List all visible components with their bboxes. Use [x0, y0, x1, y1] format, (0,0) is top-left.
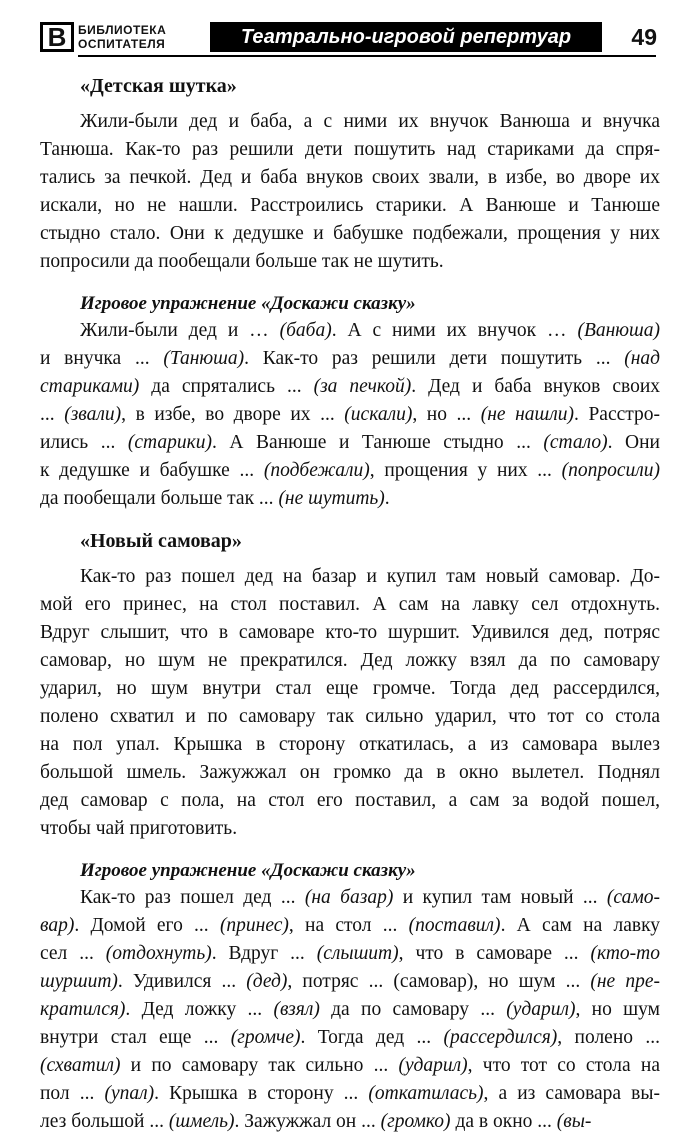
answer-hint: (попросили): [561, 460, 660, 481]
text-segment: , что тот со стола на: [467, 1055, 660, 1076]
text-line: искали, но не нашли. Расстроились старики. А Ванюше и Танюше: [40, 195, 660, 216]
answer-hint: (слышит): [316, 943, 399, 964]
text-line: Танюша. Как-то раз решили дети пошутить над стариками да спря-: [40, 139, 660, 160]
text-segment: . А с ними их внучок …: [331, 320, 578, 341]
text-line: на пол упал. Крышка в сторону откатилась, а из самовара вылез: [40, 734, 660, 755]
answer-hint: (громко): [380, 1111, 451, 1132]
series-name-line2: ОСПИТАТЕЛЯ: [78, 37, 166, 51]
text-line: [40, 1080, 660, 1108]
text-segment: ...: [40, 404, 65, 425]
answer-hint: (Танюша): [163, 348, 245, 369]
answer-hint: (на базар): [304, 887, 394, 908]
text-line: чтобы чай приготовить.: [40, 818, 238, 839]
header-rule: [78, 55, 656, 57]
logo-letter: В: [47, 22, 67, 52]
answer-hint: (само-: [606, 887, 660, 908]
text-segment: . Вдруг ...: [211, 943, 317, 964]
text-segment: и внучка ...: [40, 348, 164, 369]
answer-hint: (не пре-: [590, 971, 660, 992]
text-line: большой шмель. Зажужжал он громко да в окно вылетел. Поднял: [40, 762, 660, 783]
text-segment: . Удивился ...: [117, 971, 247, 992]
text-segment: . Домой его ...: [74, 915, 220, 936]
text-segment: пол ...: [40, 1083, 105, 1104]
answer-hint: (дед): [246, 971, 288, 992]
answer-hint: (рассердился): [443, 1027, 558, 1048]
answer-hint: (громче): [230, 1027, 301, 1048]
text-segment: , прощения у них ...: [369, 460, 562, 481]
answer-hint: (стало): [543, 432, 608, 453]
text-line: [40, 373, 660, 401]
series-name: [78, 23, 210, 51]
answer-hint: (баба): [279, 320, 332, 341]
answer-hint: (упал): [104, 1083, 155, 1104]
answer-hint: (Ванюша): [577, 320, 660, 341]
answer-hint: (поставил): [408, 915, 501, 936]
answer-hint: (над: [624, 348, 660, 369]
answer-hint: (вы-: [556, 1111, 592, 1132]
text-segment: , полено ...: [557, 1027, 660, 1048]
text-segment: лез большой ...: [40, 1111, 169, 1132]
text-line: [40, 884, 660, 912]
answer-hint: стариками): [40, 376, 140, 397]
text-segment: , на стол ...: [288, 915, 409, 936]
text-segment: . Дед и баба внуков своих: [411, 376, 660, 397]
text-segment: , потряс ... (самовар), но шум ...: [287, 971, 591, 992]
exercise-doskazhi-1: [40, 290, 660, 513]
answer-hint: шуршит): [40, 971, 118, 992]
exercise-title: Игровое упражнение «Доскажи сказку»: [80, 860, 416, 881]
text-segment: , но ...: [412, 404, 481, 425]
text-line: [40, 912, 660, 940]
answer-hint: (взял): [273, 999, 320, 1020]
text-segment: сел ...: [40, 943, 106, 964]
story-novyi-samovar: [40, 527, 660, 843]
text-segment: Как-то раз пошел дед ...: [80, 887, 305, 908]
answer-hint: (ударил): [398, 1055, 468, 1076]
text-segment: к дедушке и бабушке ...: [40, 460, 264, 481]
text-segment: . Как-то раз решили дети пошутить ...: [244, 348, 625, 369]
text-line: [40, 996, 660, 1024]
text-segment: , что в самоваре ...: [398, 943, 591, 964]
text-segment: и по самовару так сильно ...: [120, 1055, 399, 1076]
text-line: [40, 457, 660, 485]
answer-hint: кратился): [40, 999, 126, 1020]
text-segment: . А сам на лавку: [500, 915, 660, 936]
text-segment: . Тогда дед ...: [300, 1027, 444, 1048]
text-line: полено схватил и по самовару так сильно ударил, что тот со стола: [40, 706, 660, 727]
text-line: [40, 401, 660, 429]
running-title: Театрально-игровой репертуар: [240, 25, 572, 48]
exercise-doskazhi-2: [40, 857, 660, 1136]
answer-hint: (отдохнуть): [105, 943, 212, 964]
page-content: [40, 72, 660, 1136]
text-segment: внутри стал еще ...: [40, 1027, 231, 1048]
text-line: [40, 345, 660, 373]
text-segment: , но шум: [575, 999, 660, 1020]
answer-hint: (откатилась): [368, 1083, 484, 1104]
page-number: 49: [631, 24, 657, 50]
text-line: самовар, но шум не прекратился. Дед ложку взял да по самовару: [40, 650, 660, 671]
text-segment: да пообещали больше так ...: [40, 488, 279, 509]
text-line: Жили-были дед и баба, а с ними их внучок Ванюша и внучка: [80, 111, 660, 132]
page-header: [40, 22, 656, 60]
text-segment: да спрятались ...: [139, 376, 314, 397]
exercise-text: [40, 884, 660, 1136]
answer-hint: (звали): [64, 404, 122, 425]
answer-hint: (схватил): [40, 1055, 121, 1076]
text-line: [40, 429, 660, 457]
text-segment: .: [384, 488, 390, 509]
text-line: [40, 485, 660, 513]
text-segment: и купил там новый ...: [393, 887, 607, 908]
series-name-line1: БИБЛИОТЕКА: [78, 23, 167, 37]
story-title: «Новый самовар»: [80, 530, 242, 552]
story-title: «Детская шутка»: [80, 75, 237, 97]
text-line: мой его принес, на стол поставил. А сам на лавку сел отдохнуть.: [40, 594, 660, 615]
answer-hint: (шмель): [168, 1111, 235, 1132]
answer-hint: (искали): [344, 404, 413, 425]
text-segment: . Расстро-: [574, 404, 660, 425]
text-line: [40, 968, 660, 996]
answer-hint: (не шутить): [278, 488, 385, 509]
text-segment: . А Ванюше и Танюше стыдно ...: [211, 432, 544, 453]
answer-hint: (подбежали): [263, 460, 370, 481]
text-segment: , а из самовара вы-: [483, 1083, 660, 1104]
answer-hint: (не нашли): [480, 404, 574, 425]
text-segment: , в избе, во дворе их ...: [121, 404, 345, 425]
series-logo: [40, 22, 74, 52]
answer-hint: (старики): [127, 432, 212, 453]
answer-hint: вар): [40, 915, 75, 936]
text-segment: ились ...: [40, 432, 128, 453]
text-segment: Жили-были дед и …: [80, 320, 280, 341]
text-segment: да по самовару ...: [319, 999, 507, 1020]
answer-hint: (кто-то: [590, 943, 660, 964]
exercise-title: Игровое упражнение «Доскажи сказку»: [80, 293, 416, 314]
text-line: Как-то раз пошел дед на базар и купил там новый самовар. До-: [80, 566, 660, 587]
text-line: [40, 317, 660, 345]
text-segment: да в окно ...: [450, 1111, 557, 1132]
story-detskaya-shutka: [40, 72, 660, 276]
answer-hint: (за печкой): [313, 376, 412, 397]
story-text: [40, 108, 660, 276]
text-segment: . Они: [607, 432, 660, 453]
text-segment: . Дед ложку ...: [125, 999, 274, 1020]
text-line: [40, 1108, 660, 1136]
text-line: тались за печкой. Дед и баба внуков своих звали, в избе, во дворе их: [40, 167, 660, 188]
answer-hint: (ударил): [506, 999, 576, 1020]
answer-hint: (принес): [219, 915, 289, 936]
text-line: попросили да пообещали больше так не шутить.: [40, 251, 444, 272]
text-segment: . Зажужжал он ...: [234, 1111, 381, 1132]
text-line: [40, 1052, 660, 1080]
text-line: Вдруг слышит, что в самоваре кто-то шуршит. Удивился дед, потряс: [40, 622, 660, 643]
running-title-bar: [210, 22, 602, 52]
text-line: ударил, но шум внутри стал еще громче. Тогда дед рассердился,: [40, 678, 660, 699]
exercise-text: [40, 317, 660, 513]
text-line: стыдно стало. Они к дедушке и бабушке подбежали, прощения у них: [40, 223, 660, 244]
text-line: дед самовар с пола, на стол его поставил, а сам за водой пошел,: [40, 790, 660, 811]
text-segment: . Крышка в сторону ...: [154, 1083, 369, 1104]
story-text: [40, 563, 660, 843]
text-line: [40, 940, 660, 968]
